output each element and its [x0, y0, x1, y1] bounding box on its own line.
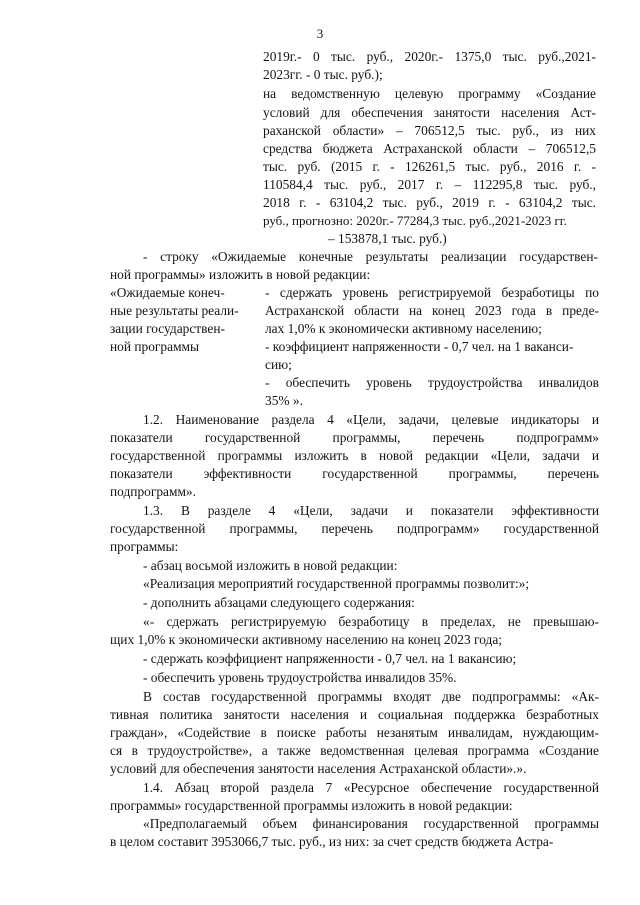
- section-1-3-item: «Реализация мероприятий государственной программы позволит:»;: [143, 576, 530, 591]
- top-block-line: раханской области» – 706512,5 тыс. руб., из них: [263, 123, 596, 138]
- table-right-line: сию;: [265, 357, 292, 372]
- section-1-3-line: программы:: [110, 539, 179, 554]
- section-1-4-line: программы» государственной программы изложить в новой редакции:: [110, 798, 513, 813]
- top-block-line: руб., прогнозно: 2020г.- 77284,3 тыс. руб.,2021-2023 гг.: [263, 213, 567, 228]
- table-left-line: «Ожидаемые конеч-: [110, 285, 225, 300]
- table-right-line: лах 1,0% к экономически активному населению;: [265, 321, 542, 336]
- composition-line: тивная политика занятости населения и социальная поддержка безработных: [110, 707, 599, 722]
- section-1-3-item: - сдержать коэффициент напряженности - 0,7 чел. на 1 вакансию;: [143, 651, 517, 666]
- top-block-line: 2019г.- 0 тыс. руб., 2020г.- 1375,0 тыс. руб.,2021-: [263, 49, 596, 64]
- table-right-line: - коэффициент напряженности - 0,7 чел. на 1 ваканси-: [265, 339, 574, 354]
- section-1-3-item: «- сдержать регистрируемую безработицу в пределах, не превышаю-: [143, 614, 599, 629]
- section-1-3-line: 1.3. В разделе 4 «Цели, задачи и показатели эффективности: [143, 503, 599, 518]
- table-right-line: 35% ».: [265, 393, 303, 408]
- top-block-line: – 153878,1 тыс. руб.): [328, 231, 447, 246]
- table-right-line: Астраханской области на конец 2023 года в преде-: [265, 303, 599, 318]
- string-intro-line: ной программы» изложить в новой редакции:: [110, 267, 371, 282]
- section-1-2-line: государственной программы изложить в новой редакции «Цели, задачи и: [110, 448, 599, 463]
- page-number: 3: [316, 26, 324, 41]
- section-1-3-item: - абзац восьмой изложить в новой редакции:: [143, 558, 398, 573]
- section-1-2-line: 1.2. Наименование раздела 4 «Цели, задачи, целевые индикаторы и: [143, 412, 599, 427]
- top-block-line: 2023гг. - 0 тыс. руб.);: [263, 67, 383, 82]
- composition-line: граждан», «Содействие в поиске работы незанятым инвалидам, нуждающим-: [110, 725, 599, 740]
- table-right-line: - обеспечить уровень трудоустройства инвалидов: [265, 375, 599, 390]
- section-1-2-line: показатели эффективности государственной программы, перечень: [110, 466, 599, 481]
- table-left-line: ные результаты реали-: [110, 303, 239, 318]
- section-1-4-line: «Предполагаемый объем финансирования государственной программы: [143, 816, 599, 831]
- section-1-4-line: в целом составит 3953066,7 тыс. руб., из них: за счет средств бюджета Астра-: [110, 834, 554, 849]
- section-1-2-line: показатели государственной программы, перечень подпрограмм»: [110, 430, 599, 445]
- table-left-line: ной программы: [110, 339, 200, 354]
- composition-line: ся в трудоустройстве», а также ведомственная целевая программа «Создание: [110, 743, 599, 758]
- top-block-line: средства бюджета Астраханской области – 706512,5: [263, 141, 596, 156]
- section-1-3-item: - обеспечить уровень трудоустройства инвалидов 35%.: [143, 670, 457, 685]
- section-1-2-line: подпрограмм».: [110, 484, 196, 499]
- composition-line: В состав государственной программы входят две подпрограммы: «Ак-: [143, 689, 599, 704]
- table-left-line: зации государствен-: [110, 321, 225, 336]
- section-1-4-line: 1.4. Абзац второй раздела 7 «Ресурсное обеспечение государственной: [143, 780, 599, 795]
- top-block-line: условий для обеспечения занятости населения Аст-: [263, 105, 596, 120]
- composition-line: условий для обеспечения занятости населения Астраханской области».».: [110, 761, 527, 776]
- section-1-3-item: щих 1,0% к экономически активному населению на конец 2023 года;: [110, 632, 502, 647]
- top-block-line: тыс. руб. (2015 г. - 126261,5 тыс. руб., 2016 г. -: [263, 159, 596, 174]
- section-1-3-line: государственной программы, перечень подпрограмм» государственной: [110, 521, 599, 536]
- top-block-line: на ведомственную целевую программу «Создание: [263, 86, 596, 101]
- top-block-line: 2018 г. - 63104,2 тыс. руб., 2019 г. - 63104,2 тыс.: [263, 195, 596, 210]
- table-right-line: - сдержать уровень регистрируемой безработицы по: [265, 285, 599, 300]
- string-intro-line: - строку «Ожидаемые конечные результаты реализации государствен-: [143, 249, 598, 264]
- section-1-3-item: - дополнить абзацами следующего содержания:: [143, 595, 415, 610]
- top-block-line: 110584,4 тыс. руб., 2017 г. – 112295,8 тыс. руб.,: [263, 177, 596, 192]
